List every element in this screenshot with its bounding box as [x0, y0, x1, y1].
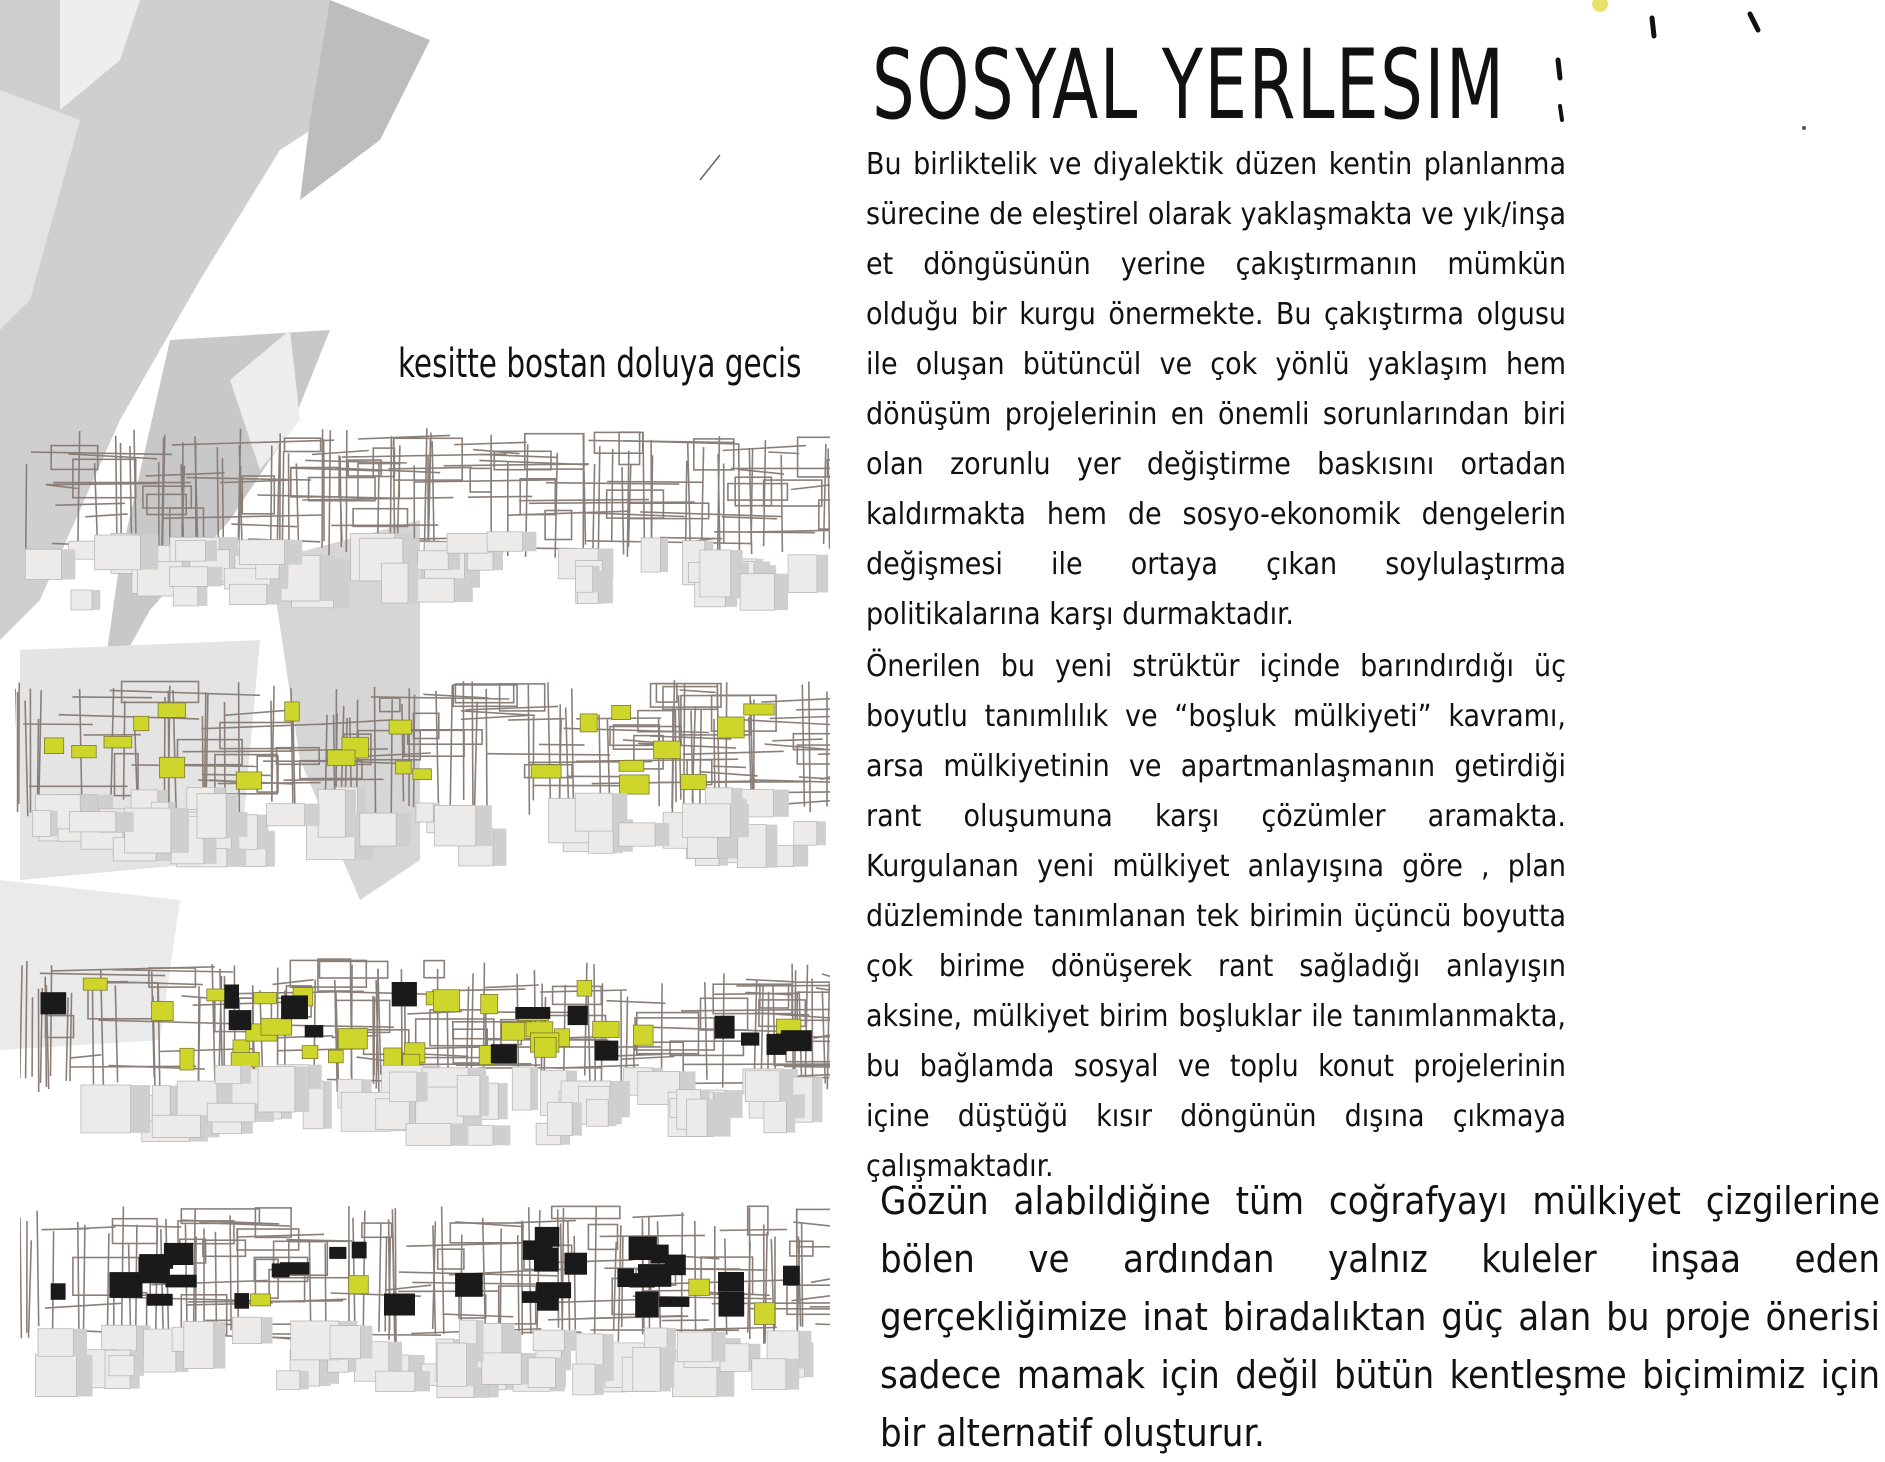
yellow-infill-panel — [349, 1276, 369, 1294]
black-infill-panel — [455, 1273, 483, 1297]
yellow-infill-panel — [158, 703, 185, 718]
black-infill-panel — [535, 1227, 560, 1247]
black-infill-panel — [595, 1041, 619, 1061]
yellow-infill-panel — [433, 990, 459, 1012]
yellow-infill-panel — [744, 704, 775, 715]
black-infill-panel — [781, 1030, 812, 1051]
yellow-infill-panel — [251, 1294, 271, 1306]
ground-block — [575, 566, 599, 592]
ground-block — [184, 1322, 226, 1369]
black-infill-panel — [329, 1247, 346, 1259]
ground-block — [33, 811, 58, 837]
page-title: SOSYAL YERLESIM — [872, 30, 1506, 140]
ground-block — [682, 804, 749, 838]
ground-block — [277, 1371, 309, 1390]
ground-block — [641, 538, 668, 572]
ground-block — [700, 550, 743, 597]
yellow-infill-panel — [338, 1029, 367, 1049]
black-infill-panel — [617, 1268, 634, 1287]
black-infill-panel — [718, 1272, 744, 1292]
black-infill-panel — [659, 1297, 689, 1307]
yellow-infill-panel — [689, 1279, 710, 1295]
ground-block — [686, 1099, 715, 1136]
ground-block — [457, 1076, 489, 1117]
ground-block — [70, 812, 134, 832]
yellow-infill-panel — [328, 1050, 343, 1063]
yellow-infill-panel — [481, 994, 498, 1013]
ground-block — [435, 805, 492, 846]
black-infill-panel — [234, 1293, 249, 1309]
yellow-infill-panel — [681, 775, 707, 790]
ground-block — [125, 808, 189, 853]
ground-block — [533, 1330, 576, 1351]
render-stage-1 — [15, 410, 830, 615]
ground-block — [318, 790, 356, 838]
yellow-infill-panel — [72, 745, 97, 757]
ground-block — [95, 535, 159, 570]
ground-block — [330, 1326, 372, 1359]
ground-block — [38, 1329, 87, 1357]
ground-block — [233, 1317, 273, 1343]
black-infill-panel — [515, 1007, 550, 1019]
section-caption: kesitte bostan doluya gecis — [398, 340, 802, 388]
ground-block — [25, 549, 75, 579]
black-infill-panel — [715, 1016, 735, 1039]
yellow-infill-panel — [285, 702, 300, 721]
ground-block — [487, 532, 536, 552]
yellow-infill-panel — [152, 1001, 174, 1020]
black-infill-panel — [281, 995, 308, 1019]
render-stage-3 — [20, 940, 830, 1150]
yellow-infill-panel — [160, 757, 185, 778]
yellow-infill-panel — [134, 716, 149, 730]
black-infill-panel — [229, 1010, 252, 1030]
yellow-infill-panel — [619, 775, 649, 794]
ground-block — [587, 1100, 617, 1127]
black-infill-panel — [51, 1283, 66, 1300]
ground-block — [437, 1343, 478, 1386]
ground-block — [81, 1085, 150, 1133]
ground-block — [794, 821, 826, 845]
yellow-infill-panel — [233, 1040, 250, 1053]
ground-block — [677, 1332, 725, 1362]
yellow-infill-panel — [577, 980, 592, 996]
yellow-infill-panel — [718, 717, 745, 738]
black-infill-panel — [491, 1044, 517, 1063]
ground-block — [215, 1066, 251, 1084]
black-infill-panel — [783, 1266, 800, 1286]
yellow-infill-panel — [254, 993, 277, 1004]
black-infill-panel — [392, 982, 417, 1006]
ground-block — [197, 794, 238, 839]
yellow-infill-panel — [612, 705, 631, 719]
yellow-infill-panel — [104, 737, 132, 748]
yellow-infill-panel — [593, 1021, 619, 1037]
yellow-infill-panel — [633, 1025, 653, 1045]
yellow-infill-panel — [261, 1019, 292, 1036]
black-infill-panel — [109, 1272, 142, 1298]
ground-block — [240, 540, 303, 565]
ground-block — [528, 1358, 566, 1388]
black-infill-panel — [536, 1282, 571, 1298]
black-infill-panel — [224, 985, 239, 1009]
ground-block — [382, 563, 419, 603]
black-infill-panel — [384, 1294, 415, 1316]
ground-block — [170, 567, 223, 587]
yellow-infill-panel — [389, 720, 411, 734]
ground-block — [71, 590, 100, 610]
black-infill-panel — [650, 1245, 668, 1264]
ground-block — [418, 551, 460, 570]
render-stage-2 — [15, 662, 830, 872]
body-paragraph-1: Bu birliktelik ve diyalektik düzen kentin planlanma sürecine de eleştirel olarak yaklaşmakta ve yık/inşa et döngüsünün yerine çakıştırmanın mümkün olduğu bir kurgu önermekte. Bu çakıştırma olgusu ile oluşan bütüncül ve çok yönlü yaklaşım hem dönüşüm projelerinin en önemli sorunlarından biri olan zorunlu yer değiştirme baskısını ortadan kaldırmakta hem de sosyo-ekonomik dengelerin değişmesi ile ortaya çıkan soylulaştırma politikalarına karşı durmaktadır. — [866, 140, 1566, 640]
yellow-infill-panel — [531, 765, 561, 778]
black-infill-panel — [534, 1248, 559, 1272]
black-infill-panel — [41, 992, 67, 1014]
ground-block — [752, 1359, 799, 1390]
decorative-dashes — [1520, 0, 1885, 140]
ground-block — [573, 1364, 604, 1395]
yellow-infill-panel — [302, 1046, 318, 1059]
yellow-infill-panel — [619, 761, 644, 772]
yellow-infill-panel — [535, 1037, 557, 1057]
yellow-infill-panel — [180, 1048, 194, 1070]
ground-block — [267, 804, 320, 826]
ground-block — [740, 574, 788, 611]
ground-block — [745, 1071, 793, 1102]
yellow-infill-panel — [83, 978, 107, 990]
black-infill-panel — [635, 1292, 659, 1318]
ground-block — [764, 1099, 795, 1133]
body-paragraph-2: Önerilen bu yeni strüktür içinde barındırdığı üç boyutlu tanımlılık ve “boşluk mülkiyeti” kavramı, arsa mülkiyetinin ve apartmanlaşmanın getirdiği rant oluşumuna karşı çözümler aramakta. Kurgulanan yeni mülkiyet anlayışına göre , plan düzleminde tanımlanan tek birimin üçüncü boyutta çok birime dönüşerek rant sağladığı anlayışın aksine, mülkiyet birim boşluklar ile tanımlanmakta, bu bağlamda sosyal ve toplu konut projelerinin içine düştüğü kısır döngünün dışına çıkmaya çalışmaktadır. — [866, 642, 1566, 1192]
yellow-infill-panel — [231, 1052, 259, 1067]
ground-block — [619, 823, 670, 846]
black-infill-panel — [272, 1263, 290, 1277]
yellow-infill-panel — [654, 741, 681, 758]
closing-statement: Gözün alabildiğine tüm coğrafyayı mülkiyet çizgilerine bölen ve ardından yalnız kuleler inşaa eden gerçekliğimize inat biradalıktan güç alan bu proje önerisi sadece mamak için değil bütün kentleşme biçimimiz için bir alternatif oluşturur. — [880, 1172, 1880, 1462]
ground-block — [36, 1355, 93, 1397]
black-infill-panel — [568, 1006, 588, 1025]
black-infill-panel — [564, 1253, 587, 1275]
black-infill-panel — [741, 1033, 759, 1046]
ground-block — [360, 813, 411, 846]
yellow-infill-panel — [413, 769, 432, 780]
black-infill-panel — [147, 1294, 173, 1306]
yellow-infill-panel — [754, 1303, 775, 1325]
black-infill-panel — [165, 1275, 196, 1288]
ground-block — [406, 1123, 468, 1145]
yellow-infill-panel — [395, 761, 411, 774]
black-infill-panel — [638, 1264, 671, 1287]
ground-block — [547, 1102, 581, 1135]
ground-block — [230, 584, 281, 604]
black-infill-panel — [352, 1242, 367, 1259]
yellow-infill-panel — [44, 738, 63, 754]
ground-block — [389, 1072, 427, 1102]
yellow-infill-panel — [580, 714, 597, 732]
ground-block — [633, 1347, 671, 1391]
black-infill-panel — [305, 1025, 324, 1037]
ground-block — [258, 1067, 309, 1113]
render-stage-4 — [20, 1188, 830, 1403]
yellow-infill-panel — [502, 1022, 525, 1040]
ground-block — [176, 541, 217, 562]
yellow-infill-panel — [328, 750, 355, 766]
yellow-infill-panel — [236, 772, 261, 789]
black-infill-panel — [139, 1254, 173, 1269]
black-infill-panel — [723, 1302, 739, 1313]
ground-block — [109, 1356, 144, 1376]
ground-block — [788, 555, 828, 593]
ground-block — [512, 1067, 538, 1110]
ground-block — [376, 1371, 430, 1391]
